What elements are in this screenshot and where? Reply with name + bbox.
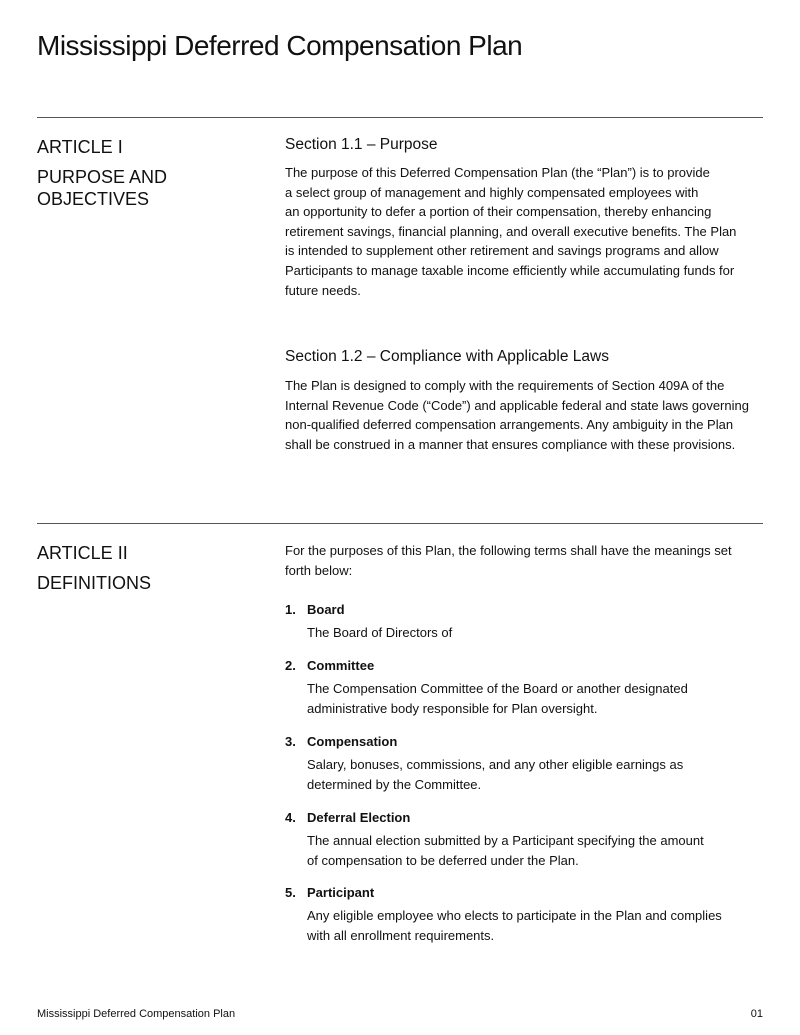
item-term: Board [307, 602, 345, 617]
text-line: The Plan is designed to comply with the requirements of Section 409A of the [285, 378, 725, 393]
section-1-2-heading: Section 1.2 – Compliance with Applicable Laws [285, 348, 609, 365]
divider [37, 117, 763, 118]
section-1-1-heading: Section 1.1 – Purpose [285, 136, 438, 153]
article-1-heading [37, 166, 167, 210]
text-line: Internal Revenue Code (“Code”) and applicable federal and state laws governing [285, 397, 749, 413]
text-line: a select group of management and highly compensated employees with [285, 184, 699, 200]
section-1-1-body [285, 163, 765, 300]
text-line: The Board of Directors of [307, 625, 453, 640]
text-line: of compensation to be deferred under the Plan. [307, 852, 579, 868]
text-line: non-qualified deferred compensation arrangements. Any ambiguity in the Plan [285, 417, 734, 433]
definitions-intro [285, 541, 765, 580]
text-line: The annual election submitted by a Participant specifying the amount [307, 833, 704, 848]
item-description [307, 755, 683, 794]
item-number: 3. [285, 734, 296, 749]
text-line: The purpose of this Deferred Compensation Plan (the “Plan”) is to provide [285, 165, 710, 180]
item-number: 1. [285, 602, 296, 617]
document-title: Mississippi Deferred Compensation Plan [37, 30, 523, 61]
text-line: forth below: [285, 562, 353, 578]
text-line: with all enrollment requirements. [307, 927, 495, 943]
divider [37, 523, 763, 524]
item-term: Deferral Election [307, 810, 411, 825]
text-line: The Compensation Committee of the Board or another designated [307, 681, 688, 696]
article-1-label: ARTICLE I [37, 137, 123, 157]
footer-title: Mississippi Deferred Compensation Plan [37, 1008, 236, 1020]
item-number: 4. [285, 810, 296, 825]
text-line: administrative body responsible for Plan oversight. [307, 700, 598, 716]
item-term: Participant [307, 885, 375, 900]
item-number: 5. [285, 885, 296, 900]
text-line: Any eligible employee who elects to participate in the Plan and complies [307, 908, 722, 923]
text-line: an opportunity to defer a portion of their compensation, thereby enhancing [285, 204, 712, 220]
item-description [307, 831, 704, 870]
text-line: retirement savings, financial planning, and overall executive benefits. The Plan [285, 223, 737, 239]
article-2-label: ARTICLE II [37, 543, 128, 563]
section-1-2-body [285, 376, 765, 454]
heading-line: OBJECTIVES [37, 189, 150, 209]
text-line: shall be construed in a manner that ensures compliance with these provisions. [285, 436, 736, 452]
heading-line: PURPOSE AND [37, 167, 168, 187]
article-2-heading: DEFINITIONS [37, 573, 152, 593]
text-line: determined by the Committee. [307, 776, 482, 792]
item-description [307, 906, 722, 945]
item-description [307, 623, 452, 643]
item-number: 2. [285, 658, 296, 673]
text-line: Salary, bonuses, commissions, and any other eligible earnings as [307, 757, 684, 772]
text-line: is intended to supplement other retirement and savings programs and allow [285, 243, 719, 259]
item-description [307, 679, 688, 718]
item-term: Committee [307, 658, 375, 673]
page-number: 01 [750, 1008, 763, 1020]
text-line: For the purposes of this Plan, the following terms shall have the meanings set [285, 543, 732, 558]
text-line: Participants to manage taxable income efficiently while accumulating funds for [285, 262, 735, 278]
text-line: future needs. [285, 282, 361, 298]
item-term: Compensation [307, 734, 398, 749]
